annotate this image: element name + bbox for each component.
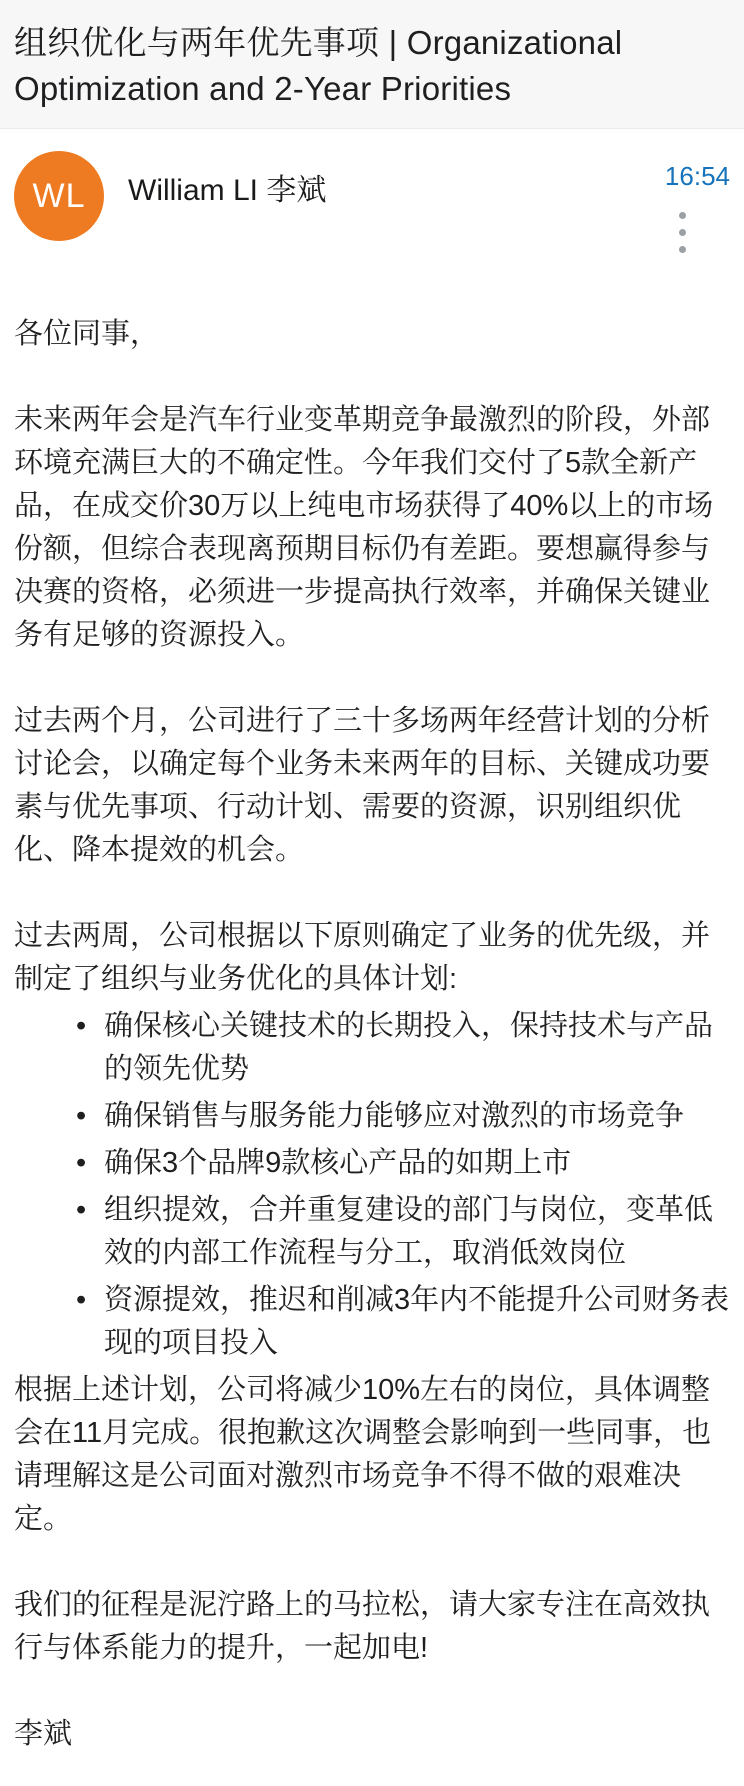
paragraph-priority-plan: 过去两周，公司根据以下原则确定了业务的优先级，并制定了组织与业务优化的具体计划:: [14, 920, 711, 995]
paragraph-headcount-reduction: 根据上述计划，公司将减少10%左右的岗位，具体调整会在11月完成。很抱歉这次调整会影响到一些同事，也请理解这是公司面对激烈市场竞争不得不做的艰难决定。: [14, 1374, 712, 1535]
signature: 李斌: [14, 1718, 73, 1750]
bullet-item: • 确保销售与服务能力能够应对激烈的市场竞争: [104, 1095, 730, 1138]
bullet-item: • 组织提效，合并重复建设的部门与岗位，变革低效的内部工作流程与分工，取消低效岗位: [104, 1189, 730, 1275]
paragraph-market-context: 未来两年会是汽车行业变革期竞争最激烈的阶段，外部环境充满巨大的不确定性。今年我们交付了5款全新产品，在成交价30万以上纯电市场获得了40%以上的市场份额，但综合表现离预期目标仍有差距。要想赢得参与决赛的资格，必须进一步提高执行效率，并确保关键业务有足够的资源投入。: [14, 404, 714, 651]
greeting: 各位同事，: [14, 318, 160, 350]
message-card: [0, 129, 744, 1786]
page-title-header: [0, 0, 744, 129]
bullet-item: • 确保核心关键技术的长期投入，保持技术与产品的领先优势: [104, 1005, 730, 1091]
message-body: [0, 313, 744, 1786]
more-options-icon[interactable]: [677, 210, 688, 255]
bullet-item: • 资源提效，推迟和削减3年内不能提升公司财务表现的项目投入: [104, 1279, 730, 1365]
paragraph-closing: 我们的征程是泥泞路上的马拉松，请大家专注在高效执行与体系能力的提升，一起加电!: [14, 1589, 711, 1664]
message-header-row: [0, 129, 744, 255]
message-meta: [665, 161, 730, 255]
timestamp: 16:54: [664, 161, 730, 191]
paragraph-business-review: 过去两个月，公司进行了三十多场两年经营计划的分析讨论会，以确定每个业务未来两年的目标、关键成功要素与优先事项、行动计划、需要的资源，识别组织优化、降本提效的机会。: [14, 705, 711, 866]
page-title: 组织优化与两年优先事项 | Organizational Optimization and 2-Year Priorities: [14, 24, 623, 107]
bullet-item: • 确保3个品牌9款核心产品的如期上市: [104, 1142, 730, 1185]
avatar[interactable]: WL: [14, 151, 104, 241]
sender-name: William LI 李斌: [128, 174, 327, 207]
priority-bullet-list: [14, 1005, 730, 1365]
